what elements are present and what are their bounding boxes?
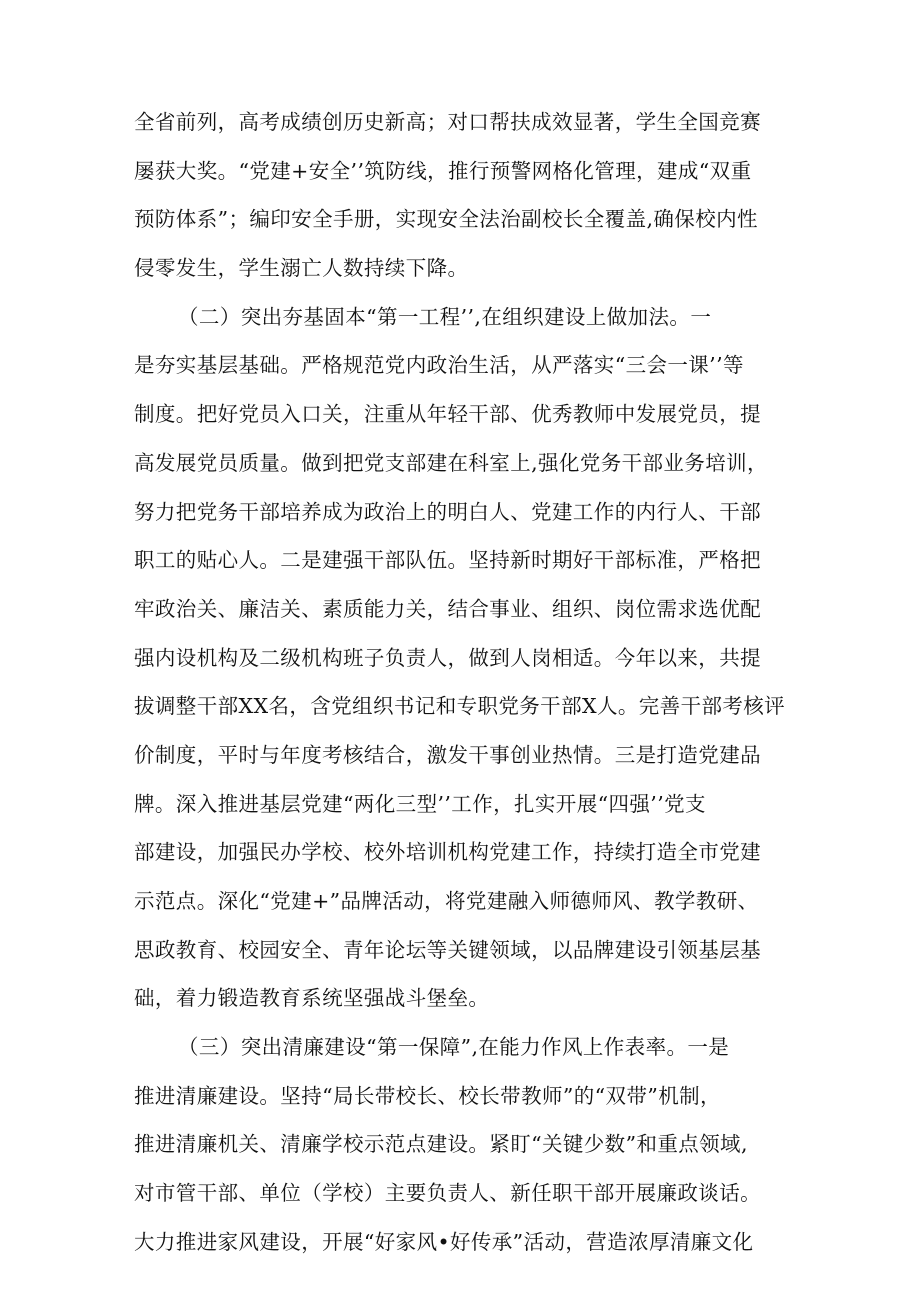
text-line: 强内设机构及二级机构班子负责人，做到人岗相适。今年以来，共提 (134, 645, 761, 670)
paragraph-section-3 (134, 1023, 794, 1266)
text-line: 侵零发生，学生溺亡人数持续下降。 (134, 256, 469, 281)
text-line: 思政教育、校园安全、青年论坛等关键领域，以品牌建设引领基层基 (134, 937, 761, 962)
text-line: 职工的贴心人。二是建强干部队伍。坚持新时期好干部标准，严格把 (134, 548, 761, 573)
text-line: 推进清廉机关、清廉学校示范点建设。紧盯“关键少数”和重点领域, (134, 1132, 748, 1157)
text-line: 全省前列，高考成绩创历史新高；对口帮扶成效显著，学生全国竞赛 (134, 110, 761, 134)
text-line: 努力把党务干部培养成为政治上的明白人、党建工作的内行人、干部 (134, 499, 761, 524)
document-body (134, 98, 794, 1267)
text-line: 对市管干部、单位（学校）主要负责人、新任职干部开展廉政谈话。 (134, 1181, 761, 1206)
text-line: 牌。深入推进基层党建“两化三型’’工作，扎实开展“四强’’党支 (134, 791, 706, 816)
paragraph-section-2 (134, 293, 794, 1023)
text-line: 价制度，平时与年度考核结合，激发干事创业热情。三是打造党建品 (134, 742, 761, 767)
text-line: 示范点。深化“党建+”品牌活动，将党建融入师德师风、教学教研、 (134, 889, 759, 913)
paragraph-continuation (134, 98, 794, 293)
text-line: 高发展党员质量。做到把党支部建在科室上,强化党务干部业务培训， (134, 450, 768, 475)
text-line: 制度。把好党员入口关，注重从年轻干部、优秀教师中发展党员，提 (134, 402, 761, 427)
text-line: 屡获大奖。“党建+安全’’筑防线，推行预警网格化管理，建成“双重 (134, 158, 752, 183)
text-line: 牢政治关、廉洁关、素质能力关，结合事业、组织、岗位需求选优配 (134, 596, 761, 621)
text-line: 大力推进家风建设，开展“好家风•好传承”活动，营造浓厚清廉文化 (134, 1229, 754, 1254)
text-line: 预防体系”；编印安全手册，实现安全法治副校长全覆盖,确保校内性 (134, 207, 758, 232)
text-line: 础，着力锻造教育系统坚强战斗堡垒。 (134, 986, 490, 1011)
text-line: （三）突出清廉建设“第一保障”,在能力作风上作表率。一是 (178, 1035, 730, 1060)
text-line: 推进清廉建设。坚持“局长带校长、校长带教师”的“双带”机制， (134, 1083, 721, 1108)
text-line: 是夯实基层基础。严格规范党内政治生活，从严落实“三会一课’’等 (134, 353, 744, 378)
text-line: 拔调整干部XX名，含党组织书记和专职党务干部X人。完善干部考核评 (134, 694, 786, 719)
text-line: （二）突出夯基固本“第一工程’’,在组织建设上做加法。一 (178, 304, 712, 329)
text-line: 部建设，加强民办学校、校外培训机构党建工作，持续打造全市党建 (134, 840, 761, 865)
